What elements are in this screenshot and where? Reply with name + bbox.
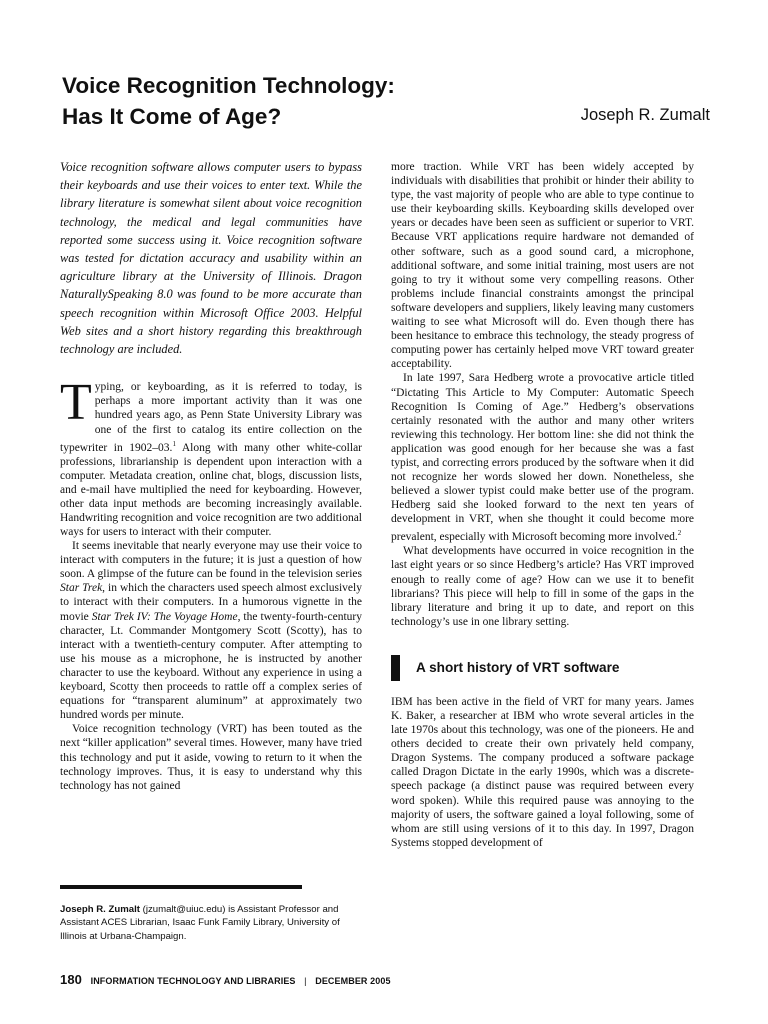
drop-cap: T [60,374,92,432]
right-body-text [391,160,694,629]
paragraph-text: It seems inevitable that nearly everyone may use their voice to interact with computers in the future; it is just a question of how soon. A glimpse of the future can be found in the television series [60,540,362,581]
body-paragraph: more traction. While VRT has been widely accepted by individuals with disabilities that prohibit or hinder their ability to type, the vast majority of people who are able to type continue to use their keyboarding skills. Keyboarding skills developed over years or decades have been seen as sufficient or superior to VRT. Because VRT applications require hardware not demanded of other software, such as a good sound card, a microphone, additional software, and some initial training, most users are not going to try it without some very compelling reasons. Other problems include financial constraints amongst the principal software developers and suppliers, likely leaving many customers waiting to see what Microsoft will do. Even though there has been hesitance to embrace this technology, the steady progress of computing power has certainly helped move VRT toward greater acceptability. [391,161,694,371]
paragraph-text: In late 1997, Sara Hedberg wrote a provocative article titled “Dictating This Article to My Computer: Automatic Speech Recognition Is Coming of Age.” Hedberg’s observations certainly resonated with the author and many other writers reviewing this technology. Her bottom line: she did not think the application was good enough for her because she was a fast typist, and correcting errors produced by the software when it did not recognize her words slowed her down. Nonetheless, she believed a slower typist could make better use of the program. Hedberg said she looked forward to the next ten years of development in VRT, when she thought it could become more prevalent, especially with Microsoft becoming more involved. [391,372,694,544]
author-note [60,903,365,943]
title-block [62,70,712,132]
paragraph-text: , the twenty-fourth-century character, Lt. Commander Montgomery Scott (Scotty), has to interact with a twentieth-century computer. After attempting to use his mouse as a microphone, he is instructed by another character to use the keyboard. Without any experience in using a keyboard, Scotty then proceeds to rattle off a complex series of equations for “transparent aluminum” at approximately two hundred words per minute. [60,610,362,722]
section-heading [391,655,694,681]
footnote-ref: 2 [677,529,682,538]
section-heading-text: A short history of VRT software [416,660,620,676]
heading-bar-marker [391,655,400,681]
paragraph-text: , in which the characters used speech almost exclusively to interact with their computers. In a humorous vignette in the movie [60,582,362,623]
body-paragraph: What developments have occurred in voice recognition in the last eight years or so since Hedberg’s article? Has VRT improved enough to really come of age? How can we use it to benefit librarians? This piece will help to fill in some of the gaps in the library literature and bring it up to date, and report on this technology’s use in one library setting. [391,545,694,628]
left-column [60,158,362,793]
paragraph-text: yping, or keyboarding, as it is referred to today, is perhaps a more important activity than it was one hundred years ago, as Penn State University Library was one of the first to catalog its entire collection on the typewriter in 1902–03. [60,381,362,454]
footnote-ref: 1 [172,439,176,448]
body-paragraph: Voice recognition technology (VRT) has been touted as the next “killer application” several times. However, many have tried this technology and put it aside, vowing to return to it when the technology improves. Thus, it is easy to understand why this technology has not gained [60,723,362,792]
body-paragraph [60,374,363,539]
italic-title: Star Trek IV: The Voyage Home [91,610,238,623]
issue-date: DECEMBER 2005 [315,976,391,986]
body-paragraph [391,371,694,544]
abstract: Voice recognition software allows computer users to bypass their keyboards and use their voices to enter text. While the library literature is somewhat silent about voice recognition technology, the medical and legal communities have reported some success using it. Voice recognition software was tested for dictation accuracy and usability within an agriculture library at the University of Illinois. Dragon NaturallySpeaking 8.0 was found to be more accurate than speech recognition within Microsoft Office 2003. Helpful Web sites and a short history regarding this breakthrough technology are included. [60,160,362,357]
title-line-1: Voice Recognition Technology: [62,73,395,98]
right-body-text-continued [391,695,694,850]
journal-name: INFORMATION TECHNOLOGY AND LIBRARIES [90,976,296,986]
page-footer [60,972,391,987]
title-line-2: Has It Come of Age? [62,104,282,129]
paragraph-text: Along with many other white-collar professions, librarianship is dependent upon interaction with a computer. Metadata creation, online chat, blogs, discussion lists, and e-mail have multiplied the need for keyboarding. However, other data input methods are becoming increasingly available. Handwriting recognition and voice recognition are two additional ways for users to interact with their computer. [60,441,363,538]
italic-title: Star Trek [60,582,103,595]
page-number: 180 [60,972,82,987]
right-column [391,160,694,850]
body-paragraph [60,539,362,722]
author-note-rule [60,885,302,889]
footer-separator: | [304,976,307,986]
left-body-text [60,374,363,793]
author-byline: Joseph R. Zumalt [580,106,710,124]
body-paragraph: IBM has been active in the field of VRT for many years. James K. Baker, a researcher at IBM who wrote several articles in the late 1970s about this technology, was one of the pioneers. He and others decided to create their own privately held company, Dragon Systems. The company produced a software package called Dragon Dictate in the early 1990s, which was a discrete-speech package (a distinct pause was required between every word spoken). While this required pause was annoying to the majority of users, the software gained a loyal following, some of whom are still using versions of it to this day. In 1997, Dragon Systems stopped development of [391,695,694,849]
author-note-text: (jzumalt@uiuc.edu) is Assistant Professor and Assistant ACES Librarian, Isaac Funk Family Library, University of Illinois at Urbana-Champaign. [60,904,340,942]
author-note-name: Joseph R. Zumalt [60,904,140,915]
